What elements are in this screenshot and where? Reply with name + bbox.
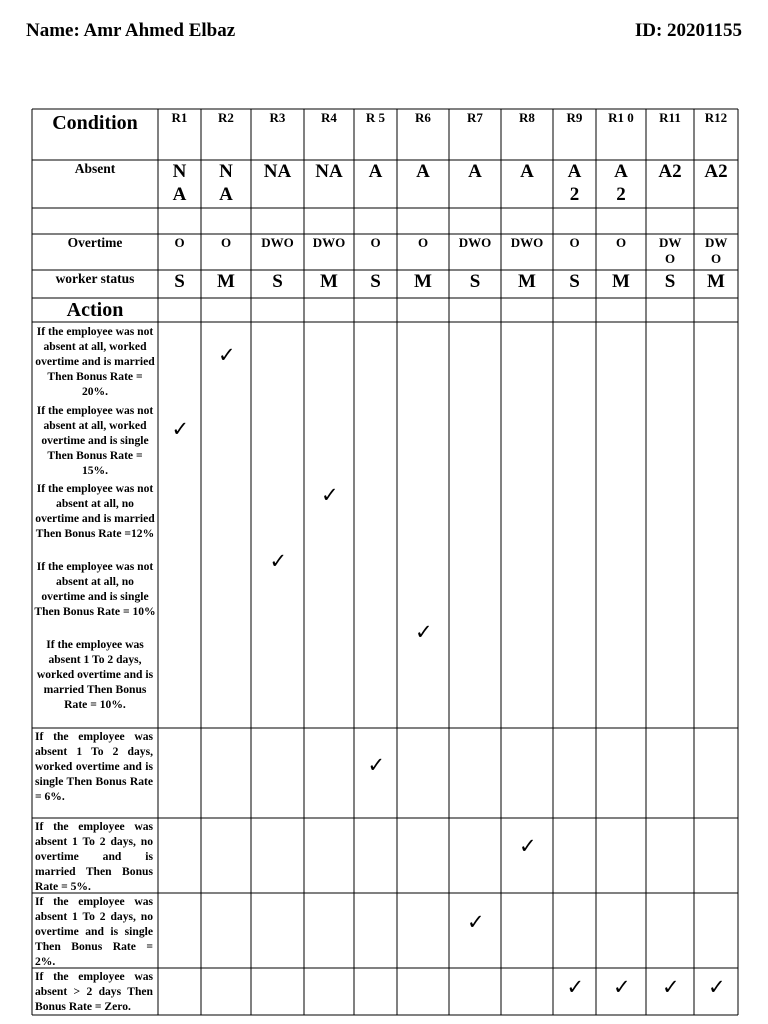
rule-header: R9 — [566, 110, 583, 125]
check-mark: ✓ — [708, 975, 726, 999]
check-mark: ✓ — [171, 417, 190, 441]
rule-header: R8 — [519, 110, 535, 125]
condition-value: M — [217, 271, 235, 292]
action-text: If the employee was not absent at all, no overtime and is single Then Bonus Rate = 10% — [34, 560, 156, 619]
condition-value: A — [368, 161, 383, 182]
student-id: ID: 20201155 — [634, 20, 742, 41]
condition-value: N A — [172, 161, 187, 205]
condition-value — [354, 209, 397, 235]
action-text: If the employee was not absent at all, worked overtime and is single Then Bonus Rate = 15%. — [36, 404, 154, 478]
condition-value: S — [174, 271, 185, 292]
condition-value: O — [417, 235, 429, 250]
action-text: If the employee was absent 1 To 2 days, worked overtime and is married Then Bonus Rate = 10%. — [36, 638, 154, 712]
check-mark: ✓ — [321, 483, 339, 507]
condition-value: A — [416, 161, 430, 182]
condition-value — [251, 209, 304, 235]
rule-header: R2 — [218, 110, 234, 125]
condition-value: M — [320, 271, 338, 292]
condition-value: A 2 — [567, 161, 582, 205]
check-mark: ✓ — [269, 549, 288, 573]
condition-value: M — [518, 271, 536, 292]
condition-value — [553, 209, 596, 235]
action-text: If the employee was absent 1 To 2 days, no overtime and is single Then Bonus Rate = 2%. — [35, 895, 153, 969]
condition-value — [304, 209, 354, 235]
rule-header: R11 — [659, 110, 681, 125]
condition-value: N A — [219, 161, 233, 205]
action-text: If the employee was absent > 2 days Then Bonus Rate = Zero. — [35, 970, 153, 1014]
check-mark: ✓ — [367, 753, 386, 777]
condition-value: M — [414, 271, 432, 292]
condition-value: S — [569, 271, 580, 292]
rule-header: R6 — [415, 110, 431, 125]
condition-label: Absent — [74, 161, 116, 176]
action-text: If the employee was absent 1 To 2 days, no overtime and is married Then Bonus Rate = 5%. — [35, 820, 153, 894]
condition-value: DW O — [705, 235, 728, 266]
condition-value — [449, 209, 501, 235]
action-header: Action — [66, 299, 124, 321]
condition-value — [501, 209, 553, 235]
condition-value: O — [220, 235, 232, 250]
condition-value: M — [707, 271, 725, 292]
condition-value — [201, 209, 251, 235]
condition-header: Condition — [52, 112, 138, 134]
check-mark: ✓ — [467, 910, 485, 934]
rule-header: R4 — [321, 110, 337, 125]
condition-value: A2 — [658, 161, 682, 182]
condition-value: NA — [315, 161, 343, 182]
condition-value: O — [370, 235, 381, 250]
condition-label: worker status — [55, 271, 135, 286]
check-mark: ✓ — [566, 975, 585, 999]
condition-value: S — [370, 271, 381, 292]
condition-value: A 2 — [614, 161, 628, 205]
action-text: If the employee was not absent at all, worked overtime and is married Then Bonus Rate = 20%. — [35, 325, 155, 399]
check-mark: ✓ — [415, 620, 433, 644]
student-name: Name: Amr Ahmed Elbaz — [26, 20, 236, 41]
condition-value: A — [468, 161, 482, 182]
condition-value — [158, 209, 201, 235]
condition-value — [694, 209, 738, 235]
condition-value: DWO — [458, 235, 492, 250]
condition-value: O — [569, 235, 580, 250]
condition-value: S — [664, 271, 676, 292]
rule-header: R1 — [171, 110, 188, 125]
rule-header: R 5 — [365, 110, 386, 125]
condition-value: M — [612, 271, 630, 292]
condition-value: DW O — [659, 235, 682, 266]
action-text: If the employee was absent 1 To 2 days, worked overtime and is single Then Bonus Rate = 6%. — [35, 730, 153, 804]
check-mark: ✓ — [662, 975, 680, 999]
condition-value: O — [174, 235, 185, 250]
action-text: If the employee was not absent at all, no overtime and is married Then Bonus Rate =12% — [35, 482, 155, 541]
condition-value — [397, 209, 449, 235]
condition-value: S — [469, 271, 481, 292]
condition-value: A2 — [704, 161, 728, 182]
check-mark: ✓ — [613, 975, 631, 999]
condition-value — [646, 209, 694, 235]
condition-value: DWO — [312, 235, 346, 250]
check-mark: ✓ — [218, 343, 236, 367]
condition-value: NA — [263, 161, 292, 182]
condition-value: O — [615, 235, 627, 250]
rule-header: R3 — [269, 110, 286, 125]
condition-value: A — [520, 161, 534, 182]
condition-value: S — [272, 271, 283, 292]
rule-header: R1 0 — [608, 110, 634, 125]
condition-value — [596, 209, 646, 235]
rule-header: R12 — [704, 110, 728, 125]
condition-label: Overtime — [67, 235, 123, 250]
condition-value: DWO — [510, 235, 544, 250]
check-mark: ✓ — [519, 834, 537, 858]
condition-value: DWO — [261, 235, 294, 250]
rule-header: R7 — [467, 110, 483, 125]
